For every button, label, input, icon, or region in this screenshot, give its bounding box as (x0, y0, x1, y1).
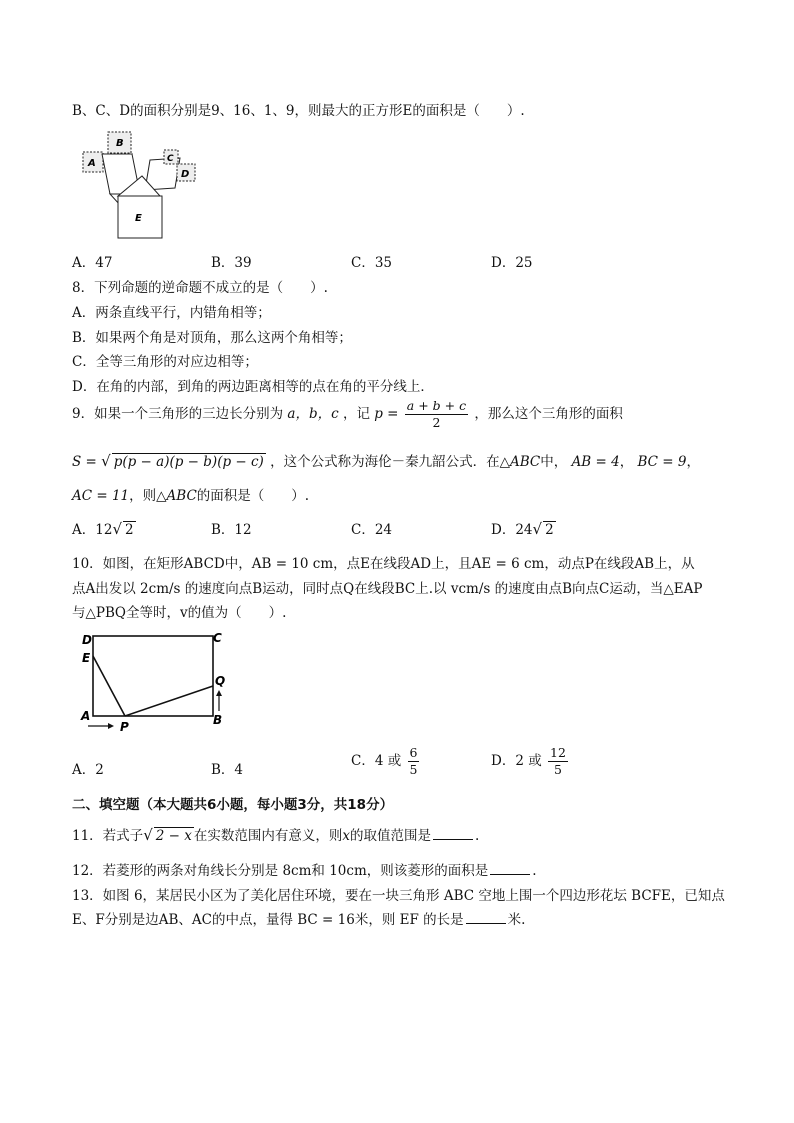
arrow-up-head-icon (216, 690, 222, 696)
section-2-title: 二、填空题（本大题共6小题，每小题3分，共18分） (72, 797, 394, 813)
q13-line2-a: E、F分别是边AB、AC的中点，量得 BC = 16米，则 EF 的长是 (72, 912, 464, 928)
q9-s-radicand: p(p − a)(p − b)(p − c) (113, 454, 264, 470)
q10-option-c-fraction (408, 746, 420, 777)
q10-line3: 与△PBQ全等时，v的值为（ ）. (72, 605, 287, 621)
q10-option-c[interactable] (351, 746, 421, 777)
q10-rectangle-figure (78, 628, 238, 734)
q9-option-d-num: 24 (515, 522, 533, 538)
q9-stem-b: ，记 (342, 405, 370, 422)
q9-abc-1: ABC (510, 454, 541, 470)
q9-vars: a，b，c (287, 405, 339, 422)
q12-line (72, 859, 537, 879)
q10-option-c-num: 6 (409, 745, 418, 760)
q11-b: 在实数范围内有意义，则 (193, 828, 343, 844)
label-e: E (135, 213, 142, 224)
q10-option-a[interactable]: A．2 (72, 762, 104, 778)
q12-b: . (532, 863, 537, 879)
q7-option-b[interactable]: B．39 (211, 255, 252, 271)
q10-option-b[interactable]: B．4 (211, 762, 244, 778)
q10-option-c-label: C．4 或 (351, 752, 402, 769)
q10-option-c-den: 5 (409, 761, 418, 777)
q10-option-d-den: 5 (553, 761, 562, 777)
q11-d: . (474, 828, 480, 844)
q10-option-d[interactable] (491, 746, 570, 777)
q9-p-den: 2 (432, 414, 441, 430)
q9-ab: AB = 4 (571, 454, 620, 470)
q11-c: 的取值范围是 (349, 828, 431, 844)
q8-option-c[interactable]: C．全等三角形的对应边相等； (72, 354, 258, 370)
q9-option-a-num: 12 (95, 522, 113, 538)
rectangle-abcd (93, 636, 213, 716)
q10-option-d-num: 12 (550, 745, 566, 760)
q9-line3 (72, 484, 309, 504)
label-a: A (88, 158, 96, 169)
label-a: A (81, 709, 91, 723)
radical-icon: √ (143, 826, 153, 844)
q11-answer-blank[interactable] (433, 827, 473, 840)
q13-answer-blank[interactable] (466, 911, 506, 924)
radical-icon: √ (112, 520, 122, 538)
q8-stem: 8．下列命题的逆命题不成立的是（ ）. (72, 280, 328, 296)
q11-a: 11．若式子 (72, 828, 144, 844)
q10-line1: 10．如图，在矩形ABCD中，AB = 10 cm，点E在线段AD上，且AE = 6 cm，动点P在线段AB上，从 (72, 556, 695, 572)
label-d: D (82, 633, 92, 647)
label-e: E (82, 651, 91, 665)
q9-option-a-rad: 2 (125, 522, 134, 538)
q11-x: x (342, 828, 350, 844)
q9-line2: S = √ p(p − a)(p − b)(p − c) ，这个公式称为海伦－秦九韶公式．在△ABC中， AB = 4， BC = 9， (72, 452, 700, 470)
q9-option-a-label: A． (72, 522, 96, 538)
q9-line2-a: ，这个公式称为海伦－秦九韶公式．在△ (270, 454, 511, 470)
q9-line3-b: ，则△ (129, 488, 167, 504)
q11-radicand: 2 − x (155, 828, 192, 844)
q9-abc-2: ABC (166, 488, 197, 504)
segment-pq (125, 686, 213, 716)
label-p: P (120, 720, 129, 734)
label-c: C (213, 631, 222, 645)
q8-option-d[interactable]: D．在角的内部，到角的两边距离相等的点在角的平分线上． (72, 379, 434, 395)
q9-p-fraction (405, 399, 468, 430)
q10-option-d-fraction (548, 746, 568, 777)
q9-bc: BC = 9 (637, 454, 687, 470)
q12-a: 12．若菱形的两条对角线长分别是 8cm和 10cm，则该菱形的面积是 (72, 863, 489, 879)
label-d: D (181, 169, 190, 180)
q9-option-d-label: D． (491, 522, 516, 538)
q7-stem: B、C、D的面积分别是9、16、1、9，则最大的正方形E的面积是（ ）. (72, 103, 525, 119)
radical-icon: √ (101, 452, 111, 470)
q7-option-c[interactable]: C．35 (351, 255, 393, 271)
q13-line2-b: 米. (507, 912, 526, 928)
q12-answer-blank[interactable] (490, 862, 530, 875)
q9-ac: AC = 11 (72, 488, 130, 504)
q8-option-a[interactable]: A．两条直线平行，内错角相等； (72, 305, 271, 321)
label-b: B (116, 138, 124, 149)
segment-ep (93, 656, 125, 716)
q9-s-eq: S = (72, 454, 97, 470)
q9-stem-c: ，那么这个三角形的面积 (474, 405, 623, 422)
q9-p-eq: p = (374, 405, 399, 422)
q9-option-a[interactable] (72, 518, 136, 538)
q7-option-a[interactable]: A．47 (72, 255, 113, 271)
q10-line2: 点A出发以 2cm/s 的速度向点B运动，同时点Q在线段BC上.以 vcm/s 的速度由点B向点C运动，当△EAP (72, 581, 703, 597)
q8-option-b[interactable]: B．如果两个角是对顶角，那么这两个角相等； (72, 330, 352, 346)
q9-stem-a: 9．如果一个三角形的三边长分别为 (72, 405, 284, 422)
q11-line (72, 824, 479, 844)
q9-line2-b: 中， (540, 454, 568, 470)
q9-option-c[interactable]: C．24 (351, 522, 393, 538)
q9-option-b[interactable]: B．12 (211, 522, 252, 538)
radical-icon: √ (532, 520, 543, 538)
q9-line1 (72, 399, 623, 430)
q9-option-d-rad: 2 (545, 522, 554, 538)
label-c: C (167, 154, 174, 164)
q9-line3-c: 的面积是（ ）. (196, 488, 310, 504)
label-b: B (213, 713, 223, 727)
q9-p-num: a + b + c (406, 398, 467, 413)
q9-option-d[interactable] (491, 518, 556, 538)
q7-squares-figure (80, 128, 205, 240)
q13-line2 (72, 908, 525, 928)
arrow-right-head-icon (108, 723, 114, 729)
q10-option-d-label: D．2 或 (491, 752, 542, 769)
q13-line1: 13．如图 6，某居民小区为了美化居住环境，要在一块三角形 ABC 空地上围一个四边形花坛 BCFE，已知点 (72, 888, 725, 904)
label-q: Q (215, 674, 226, 688)
q7-option-d[interactable]: D．25 (491, 255, 533, 271)
